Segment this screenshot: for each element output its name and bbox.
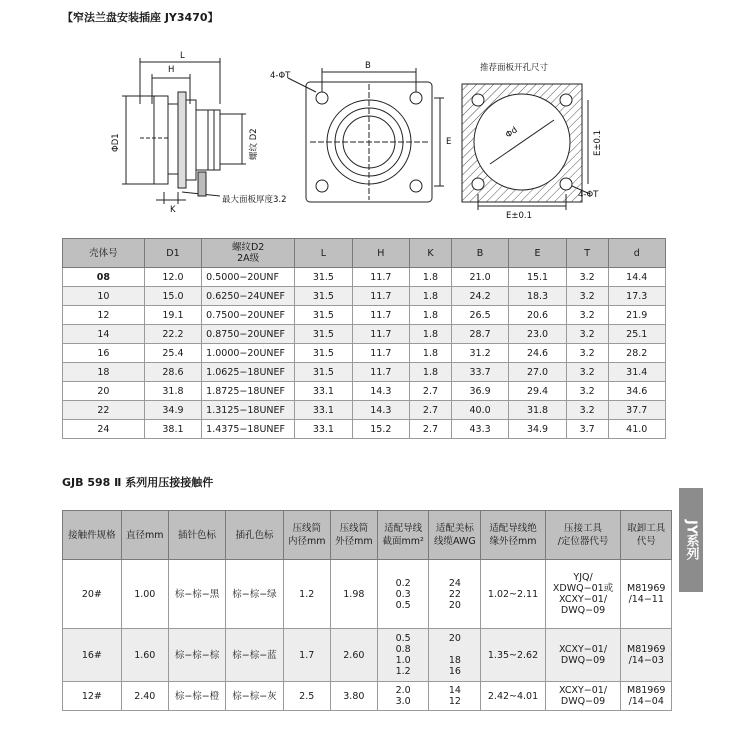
table-cell: 3.2 — [566, 325, 608, 344]
table-cell: 15.1 — [509, 268, 566, 287]
table-cell: 31.2 — [451, 344, 508, 363]
table-cell: 2.0 3.0 — [377, 682, 429, 711]
table-row — [63, 363, 666, 382]
table-cell: 1.35~2.62 — [481, 629, 545, 682]
contact-header-cell: 插针色标 — [168, 511, 225, 560]
table-cell: 31.5 — [295, 306, 352, 325]
table-cell: 1.02~2.11 — [481, 560, 545, 629]
technical-drawing — [60, 34, 660, 224]
table-cell: YJQ/ XDWQ−01或 XCXY−01/ DWQ−09 — [545, 560, 621, 629]
label-recommend: 推荐面板开孔尺寸 — [480, 63, 549, 73]
table-cell: 12 — [63, 306, 145, 325]
series-side-tab: JY系列 — [679, 488, 703, 592]
table-cell: 11.7 — [352, 306, 409, 325]
contact-table — [62, 510, 672, 711]
table-row — [63, 268, 666, 287]
table-cell: 1.8 — [410, 287, 452, 306]
table-cell: 34.9 — [144, 401, 201, 420]
table-cell: XCXY−01/ DWQ−09 — [545, 682, 621, 711]
table-cell: 41.0 — [608, 420, 665, 439]
table-cell: 3.2 — [566, 382, 608, 401]
table-cell: 18.3 — [509, 287, 566, 306]
table-cell: 12# — [63, 682, 122, 711]
table-cell: 2.42~4.01 — [481, 682, 545, 711]
table-cell: 1.8 — [410, 268, 452, 287]
table-cell: 18 — [63, 363, 145, 382]
table-cell: 20# — [63, 560, 122, 629]
table-cell: 15.2 — [352, 420, 409, 439]
table-cell: 1.4375−18UNEF — [202, 420, 295, 439]
table-cell: 3.2 — [566, 268, 608, 287]
table-row — [63, 629, 672, 682]
section-title-socket: 【窄法兰盘安装插座 JY3470】 — [62, 11, 219, 24]
table-cell: 0.2 0.3 0.5 — [377, 560, 429, 629]
table-cell: 11.7 — [352, 287, 409, 306]
table-cell: 1.8 — [410, 325, 452, 344]
label-L: L — [180, 51, 185, 61]
table-cell: 0.6250−24UNEF — [202, 287, 295, 306]
table-row — [63, 382, 666, 401]
label-E: E — [446, 137, 452, 147]
label-D1: ΦD1 — [111, 133, 121, 152]
table-cell: 40.0 — [451, 401, 508, 420]
table-cell: 34.9 — [509, 420, 566, 439]
table-cell: 28.2 — [608, 344, 665, 363]
table-cell: 1.8725−18UNEF — [202, 382, 295, 401]
table-cell: 3.2 — [566, 287, 608, 306]
table-cell: 14 — [63, 325, 145, 344]
table-cell: 1.8 — [410, 344, 452, 363]
table-cell: 31.8 — [144, 382, 201, 401]
table-cell: 1.00 — [121, 560, 168, 629]
label-K: K — [170, 205, 176, 215]
label-d: Φd — [503, 125, 520, 141]
table-cell: 33.1 — [295, 420, 352, 439]
table-cell: 3.7 — [566, 420, 608, 439]
spec-header-cell: 壳体号 — [63, 239, 145, 268]
table-cell: 20 18 16 — [429, 629, 481, 682]
table-cell: 14.3 — [352, 382, 409, 401]
table-cell: 1.3125−18UNEF — [202, 401, 295, 420]
table-cell: 21.9 — [608, 306, 665, 325]
table-cell: 10 — [63, 287, 145, 306]
spec-header-cell: E — [509, 239, 566, 268]
table-cell: 33.7 — [451, 363, 508, 382]
table-cell: 1.60 — [121, 629, 168, 682]
table-cell: 21.0 — [451, 268, 508, 287]
table-row — [63, 420, 666, 439]
table-cell: 1.8 — [410, 306, 452, 325]
table-cell: 24.2 — [451, 287, 508, 306]
table-cell: 11.7 — [352, 325, 409, 344]
table-cell: 1.98 — [330, 560, 377, 629]
contact-header-cell: 直径mm — [121, 511, 168, 560]
table-cell: 34.6 — [608, 382, 665, 401]
spec-header-cell: L — [295, 239, 352, 268]
table-cell: 3.2 — [566, 363, 608, 382]
label-B: B — [365, 61, 371, 71]
table-cell: M81969 /14−04 — [621, 682, 672, 711]
table-cell: 0.5000−20UNF — [202, 268, 295, 287]
spec-header-cell: H — [352, 239, 409, 268]
spec-header-cell: D1 — [144, 239, 201, 268]
contact-header-cell: 压接工具 /定位器代号 — [545, 511, 621, 560]
table-cell: 31.5 — [295, 325, 352, 344]
spec-header-cell: d — [608, 239, 665, 268]
table-cell: 14.3 — [352, 401, 409, 420]
table-cell: 31.8 — [509, 401, 566, 420]
contact-header-cell: 取卸工具 代号 — [621, 511, 672, 560]
table-cell: 31.5 — [295, 287, 352, 306]
table-cell: 2.40 — [121, 682, 168, 711]
table-cell: 38.1 — [144, 420, 201, 439]
table-cell: 37.7 — [608, 401, 665, 420]
table-row — [63, 401, 666, 420]
table-cell: 28.6 — [144, 363, 201, 382]
table-cell: 2.60 — [330, 629, 377, 682]
table-cell: 2.5 — [283, 682, 330, 711]
table-cell: 31.5 — [295, 344, 352, 363]
table-cell: 26.5 — [451, 306, 508, 325]
table-cell: 1.8 — [410, 363, 452, 382]
label-holes-cutout: 4-ΦT — [578, 190, 599, 200]
table-cell: 1.7 — [283, 629, 330, 682]
table-cell: M81969 /14−03 — [621, 629, 672, 682]
table-row — [63, 344, 666, 363]
table-cell: 15.0 — [144, 287, 201, 306]
table-cell: 23.0 — [509, 325, 566, 344]
table-cell: 2.7 — [410, 420, 452, 439]
table-cell: 16# — [63, 629, 122, 682]
table-cell: 22 — [63, 401, 145, 420]
table-cell: 3.2 — [566, 344, 608, 363]
label-E-tol-vertical: E±0.1 — [593, 129, 603, 156]
table-cell: 1.2 — [283, 560, 330, 629]
table-cell: 棕−棕−灰 — [226, 682, 283, 711]
spec-header-cell: K — [410, 239, 452, 268]
spec-header-cell: 螺纹D2 2A级 — [202, 239, 295, 268]
table-cell: 25.4 — [144, 344, 201, 363]
table-cell: 22.2 — [144, 325, 201, 344]
table-cell: 2.7 — [410, 401, 452, 420]
table-row — [63, 682, 672, 711]
contact-header-cell: 接触件规格 — [63, 511, 122, 560]
table-cell: 36.9 — [451, 382, 508, 401]
table-row — [63, 325, 666, 344]
table-cell: 棕−棕−黑 — [168, 560, 225, 629]
spec-header-cell: T — [566, 239, 608, 268]
table-cell: 0.8750−20UNEF — [202, 325, 295, 344]
table-cell: 3.80 — [330, 682, 377, 711]
contact-header-cell: 适配导线绝 缘外径mm — [481, 511, 545, 560]
table-row — [63, 306, 666, 325]
table-cell: 24.6 — [509, 344, 566, 363]
table-cell: 棕−棕−橙 — [168, 682, 225, 711]
table-cell: 11.7 — [352, 363, 409, 382]
table-cell: 33.1 — [295, 401, 352, 420]
table-cell: 12.0 — [144, 268, 201, 287]
table-cell: 0.7500−20UNEF — [202, 306, 295, 325]
table-cell: 17.3 — [608, 287, 665, 306]
table-cell: 3.2 — [566, 401, 608, 420]
table-cell: 31.5 — [295, 268, 352, 287]
label-E-tol-horizontal: E±0.1 — [506, 211, 533, 221]
table-cell: 08 — [63, 268, 145, 287]
contact-header-cell: 适配导线 截面mm² — [377, 511, 429, 560]
table-cell: 33.1 — [295, 382, 352, 401]
table-row — [63, 287, 666, 306]
contact-header-cell: 插孔色标 — [226, 511, 283, 560]
table-cell: 3.2 — [566, 306, 608, 325]
spec-header-cell: B — [451, 239, 508, 268]
table-cell: 11.7 — [352, 268, 409, 287]
contact-header-cell: 压线筒 外径mm — [330, 511, 377, 560]
table-cell: 14.4 — [608, 268, 665, 287]
table-cell: 25.1 — [608, 325, 665, 344]
table-cell: 11.7 — [352, 344, 409, 363]
table-cell: 19.1 — [144, 306, 201, 325]
table-cell: 24 22 20 — [429, 560, 481, 629]
table-cell: 14 12 — [429, 682, 481, 711]
table-cell: 31.5 — [295, 363, 352, 382]
contact-header-cell: 适配美标 线缆AWG — [429, 511, 481, 560]
table-cell: 棕−棕−蓝 — [226, 629, 283, 682]
table-cell: XCXY−01/ DWQ−09 — [545, 629, 621, 682]
table-cell: 29.4 — [509, 382, 566, 401]
table-cell: 27.0 — [509, 363, 566, 382]
table-cell: 0.5 0.8 1.0 1.2 — [377, 629, 429, 682]
table-cell: 1.0625−18UNEF — [202, 363, 295, 382]
table-cell: 20 — [63, 382, 145, 401]
section-title-contacts: GJB 598 Ⅱ 系列用压接接触件 — [62, 476, 214, 489]
table-cell: 棕−棕−绿 — [226, 560, 283, 629]
table-row — [63, 560, 672, 629]
table-cell: 1.0000−20UNEF — [202, 344, 295, 363]
table-cell: 28.7 — [451, 325, 508, 344]
contact-header-cell: 压线筒 内径mm — [283, 511, 330, 560]
table-cell: 棕−棕−棕 — [168, 629, 225, 682]
table-cell: 20.6 — [509, 306, 566, 325]
label-holes: 4-ΦT — [270, 71, 291, 81]
label-H: H — [168, 65, 175, 75]
table-cell: 24 — [63, 420, 145, 439]
table-cell: 16 — [63, 344, 145, 363]
table-cell: 31.4 — [608, 363, 665, 382]
label-panel-thickness: 最大面板厚度3.2 — [222, 195, 287, 205]
table-cell: M81969 /14−11 — [621, 560, 672, 629]
table-cell: 2.7 — [410, 382, 452, 401]
table-cell: 43.3 — [451, 420, 508, 439]
label-D2: 螺纹 D2 — [249, 128, 259, 160]
dimension-table — [62, 238, 666, 439]
